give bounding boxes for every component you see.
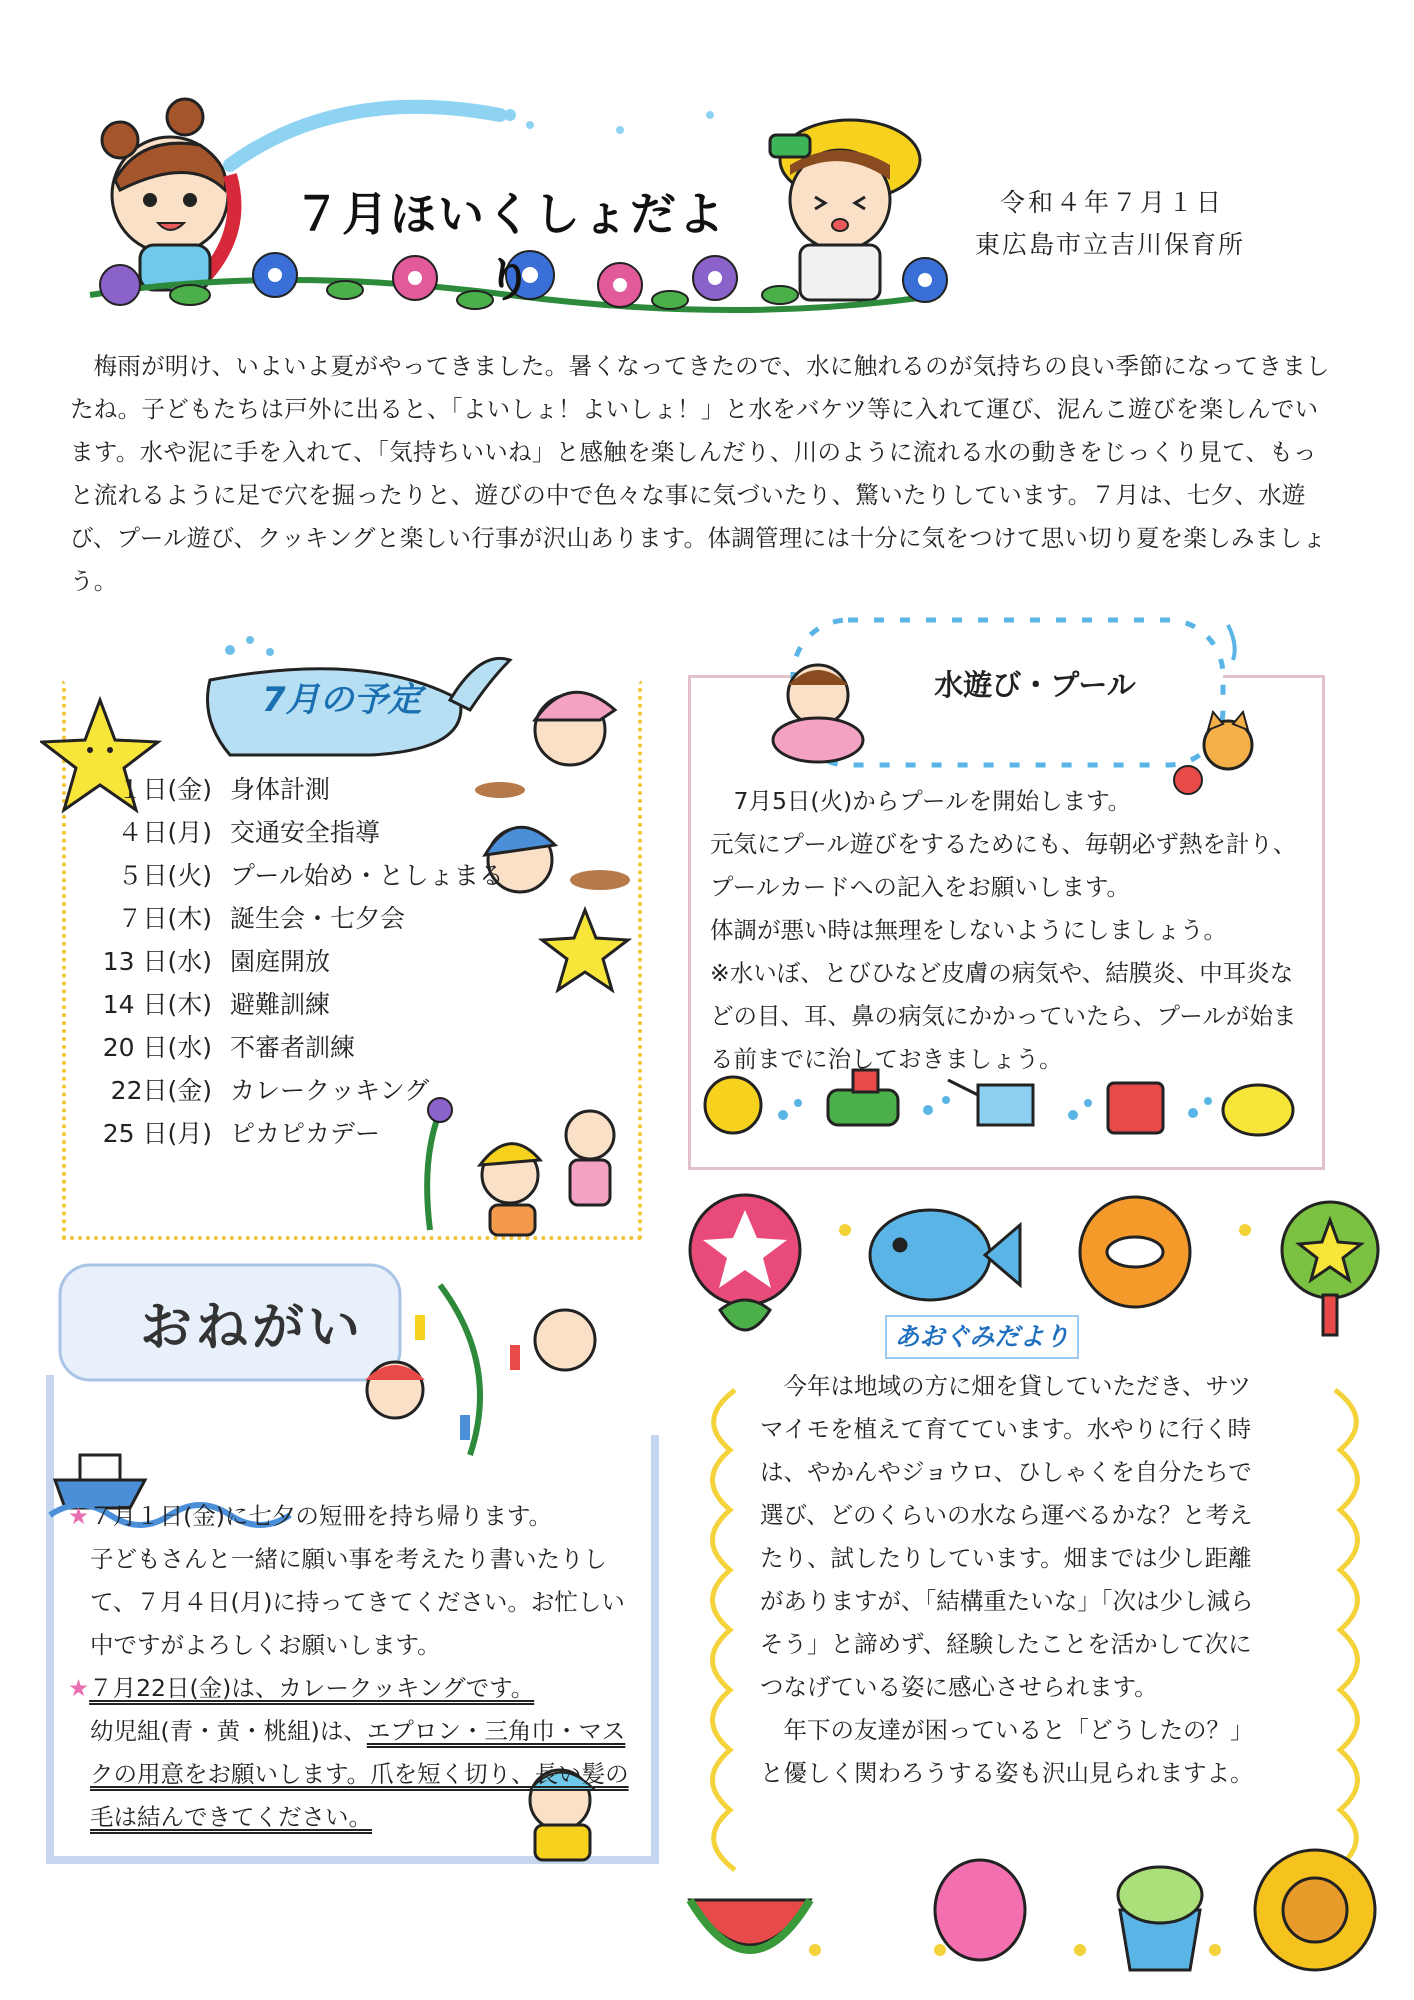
- bucket-icon: [1108, 1083, 1163, 1133]
- aogumi-title: あおぐみだより: [885, 1315, 1079, 1359]
- water-spray-icon: [230, 107, 500, 165]
- schedule-list: [100, 768, 520, 1155]
- request-title: おねがい: [140, 1298, 365, 1358]
- fish-icon: [870, 1210, 990, 1300]
- list-item: 14 日(木) 避難訓練: [102, 990, 331, 1019]
- list-item: ５日(火) プール始め・としょまる: [117, 861, 504, 890]
- page-title: ７月ほいくしょだより: [294, 187, 726, 307]
- pool-title: 水遊び・プール: [934, 668, 1136, 702]
- list-item: ７日(木) 誕生会・七夕会: [117, 904, 406, 933]
- list-item: 13 日(水) 園庭開放: [102, 947, 331, 976]
- list-item: 25 日(月) ピカピカデー: [102, 1119, 381, 1148]
- ball-icon: [705, 1077, 761, 1133]
- aogumi-text: 今年は地域の方に畑を貸していただき、サツマイモを植えて育てています。水やりに行く時は、やかんやジョウロ、ひしゃくを自分たちで選び、どのくらいの水なら運べるかな？と考えたり、試したりしています。畑までは少し距離がありますが、「結構重たいな」「次は少し減らそう」と諦めず、経験したことを活かして次につなげている姿に感心させられます。 年下の友達が困っていると「どうしたの？」と優しく関わろうする姿も沢山見られますよ。: [760, 1372, 1254, 1787]
- request-item-2: ★７月22日(金)は、カレークッキングです。: [68, 1674, 535, 1702]
- small-star-icon: [542, 910, 628, 990]
- pool-text: 7月5日(火)からプールを開始します。 元気にプール遊びをするためにも、毎朝必ず熱を計り、プールカードへの記入をお願いします。 体調が悪い時は無理をしないようにしましょう。 ※水いぼ、とびひなど皮膚の病気や、結膜炎、中耳炎などの目、耳、鼻の病気にかかっていたら、プールが始まる前までに治しておきましょう。: [710, 787, 1297, 1073]
- issue-info: [975, 182, 1275, 266]
- schedule-title: 7月の予定: [262, 680, 422, 720]
- star-icon: ★: [68, 1502, 90, 1530]
- star-icon: ★: [68, 1674, 90, 1702]
- issue-date: 令和４年７月１日: [1000, 188, 1225, 217]
- duck-icon: [1223, 1085, 1293, 1135]
- list-item: 22日(金) カレークッキング: [110, 1076, 430, 1105]
- request-item-1: ★７月１日(金)に七夕の短冊を持ち帰ります。: [68, 1502, 553, 1530]
- list-item: １日(金) 身体計測: [117, 775, 331, 804]
- intro-paragraph: 梅雨が明け、いよいよ夏がやってきました。暑くなってきたので、水に触れるのが気持ちの良い季節になってきましたね。子どもたちは戸外に出ると、「よいしょ！よいしょ！」と水をバケツ等に入れて運び、泥んこ遊びを楽しんでいます。水や泥に手を入れて、「気持ちいいね」と感触を楽しんだり、川のように流れる水の動きをじっくり見て、もっと流れるように足で穴を掘ったりと、遊びの中で色々な事に気づいたり、驚いたりしています。７月は、七夕、水遊び、プール遊び、クッキングと楽しい行事が沢山あります。体調管理には十分に気をつけて思い切り夏を楽しみましょう。: [70, 352, 1330, 595]
- watering-can-icon: [948, 1080, 1033, 1125]
- water-balloon-icon: [935, 1860, 1025, 1960]
- toy-boat-icon: [828, 1090, 898, 1125]
- request-text: ★７月１日(金)に七夕の短冊を持ち帰ります。 子どもさんと一緒に願い事を考えたり書いたりして、７月４日(月)に持ってきてください。お忙しい中ですがよろしくお願いします。 ★７月22日(金)は、カレークッキングです。 幼児組(青・黄・桃組)は、エプロン・三角巾・マスクの用意をお願いします。爪を短く切り、長い髪の毛は結んできてください。: [68, 1495, 648, 1839]
- list-item: 20 日(水) 不審者訓練: [102, 1033, 356, 1062]
- boy-with-straw-hat-icon: [770, 120, 920, 300]
- organization-name: 東広島市立吉川保育所: [975, 230, 1246, 259]
- list-item: ４日(月) 交通安全指導: [117, 818, 381, 847]
